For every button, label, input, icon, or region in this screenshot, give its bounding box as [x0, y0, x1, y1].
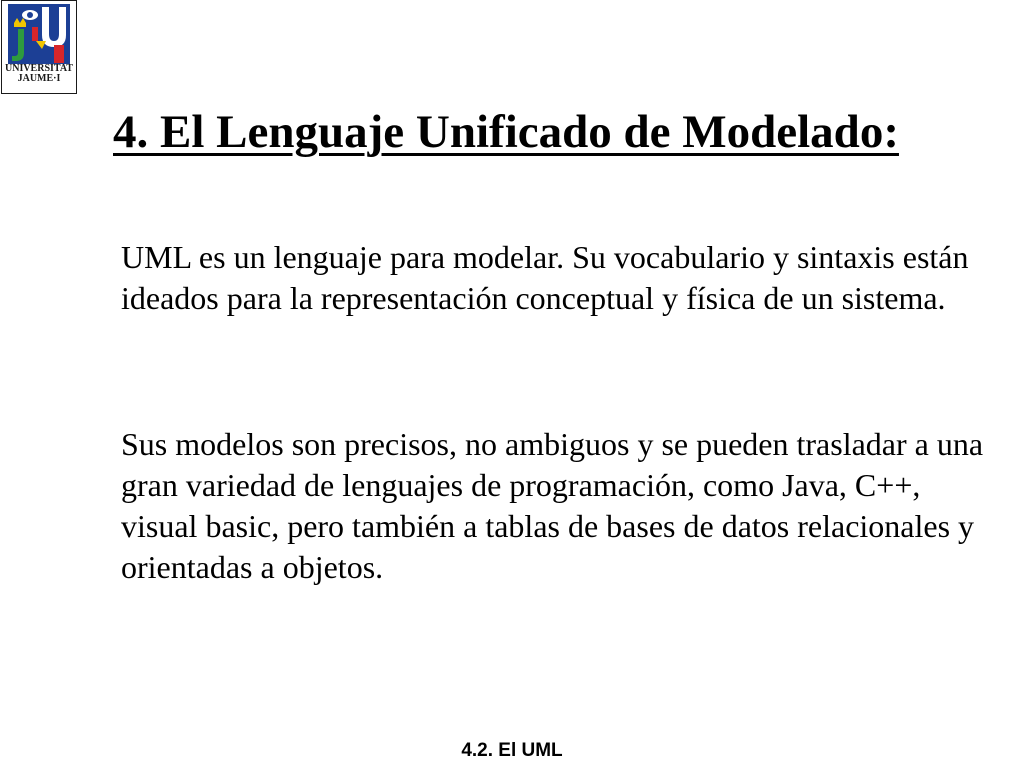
- paragraph-uml-definition: UML es un lenguaje para modelar. Su vocabulario y sintaxis están ideados para la representación conceptual y física de un sistema.: [121, 239, 969, 316]
- slide-footer: 4.2. El UML: [461, 740, 563, 761]
- paragraph-uml-models: Sus modelos son precisos, no ambiguos y se pueden trasladar a una gran variedad de lenguajes de programación, como Java, C++, visual basic, pero también a tablas de bases de datos relacionales y orientadas a objetos.: [121, 426, 984, 585]
- logo-text-line2: JAUME·I: [17, 73, 61, 84]
- logo-text-line1: UNIVERSITAT: [5, 63, 73, 74]
- slide-title: 4. El Lenguaje Unificado de Modelado:: [113, 106, 899, 158]
- logo-text: [1, 64, 77, 84]
